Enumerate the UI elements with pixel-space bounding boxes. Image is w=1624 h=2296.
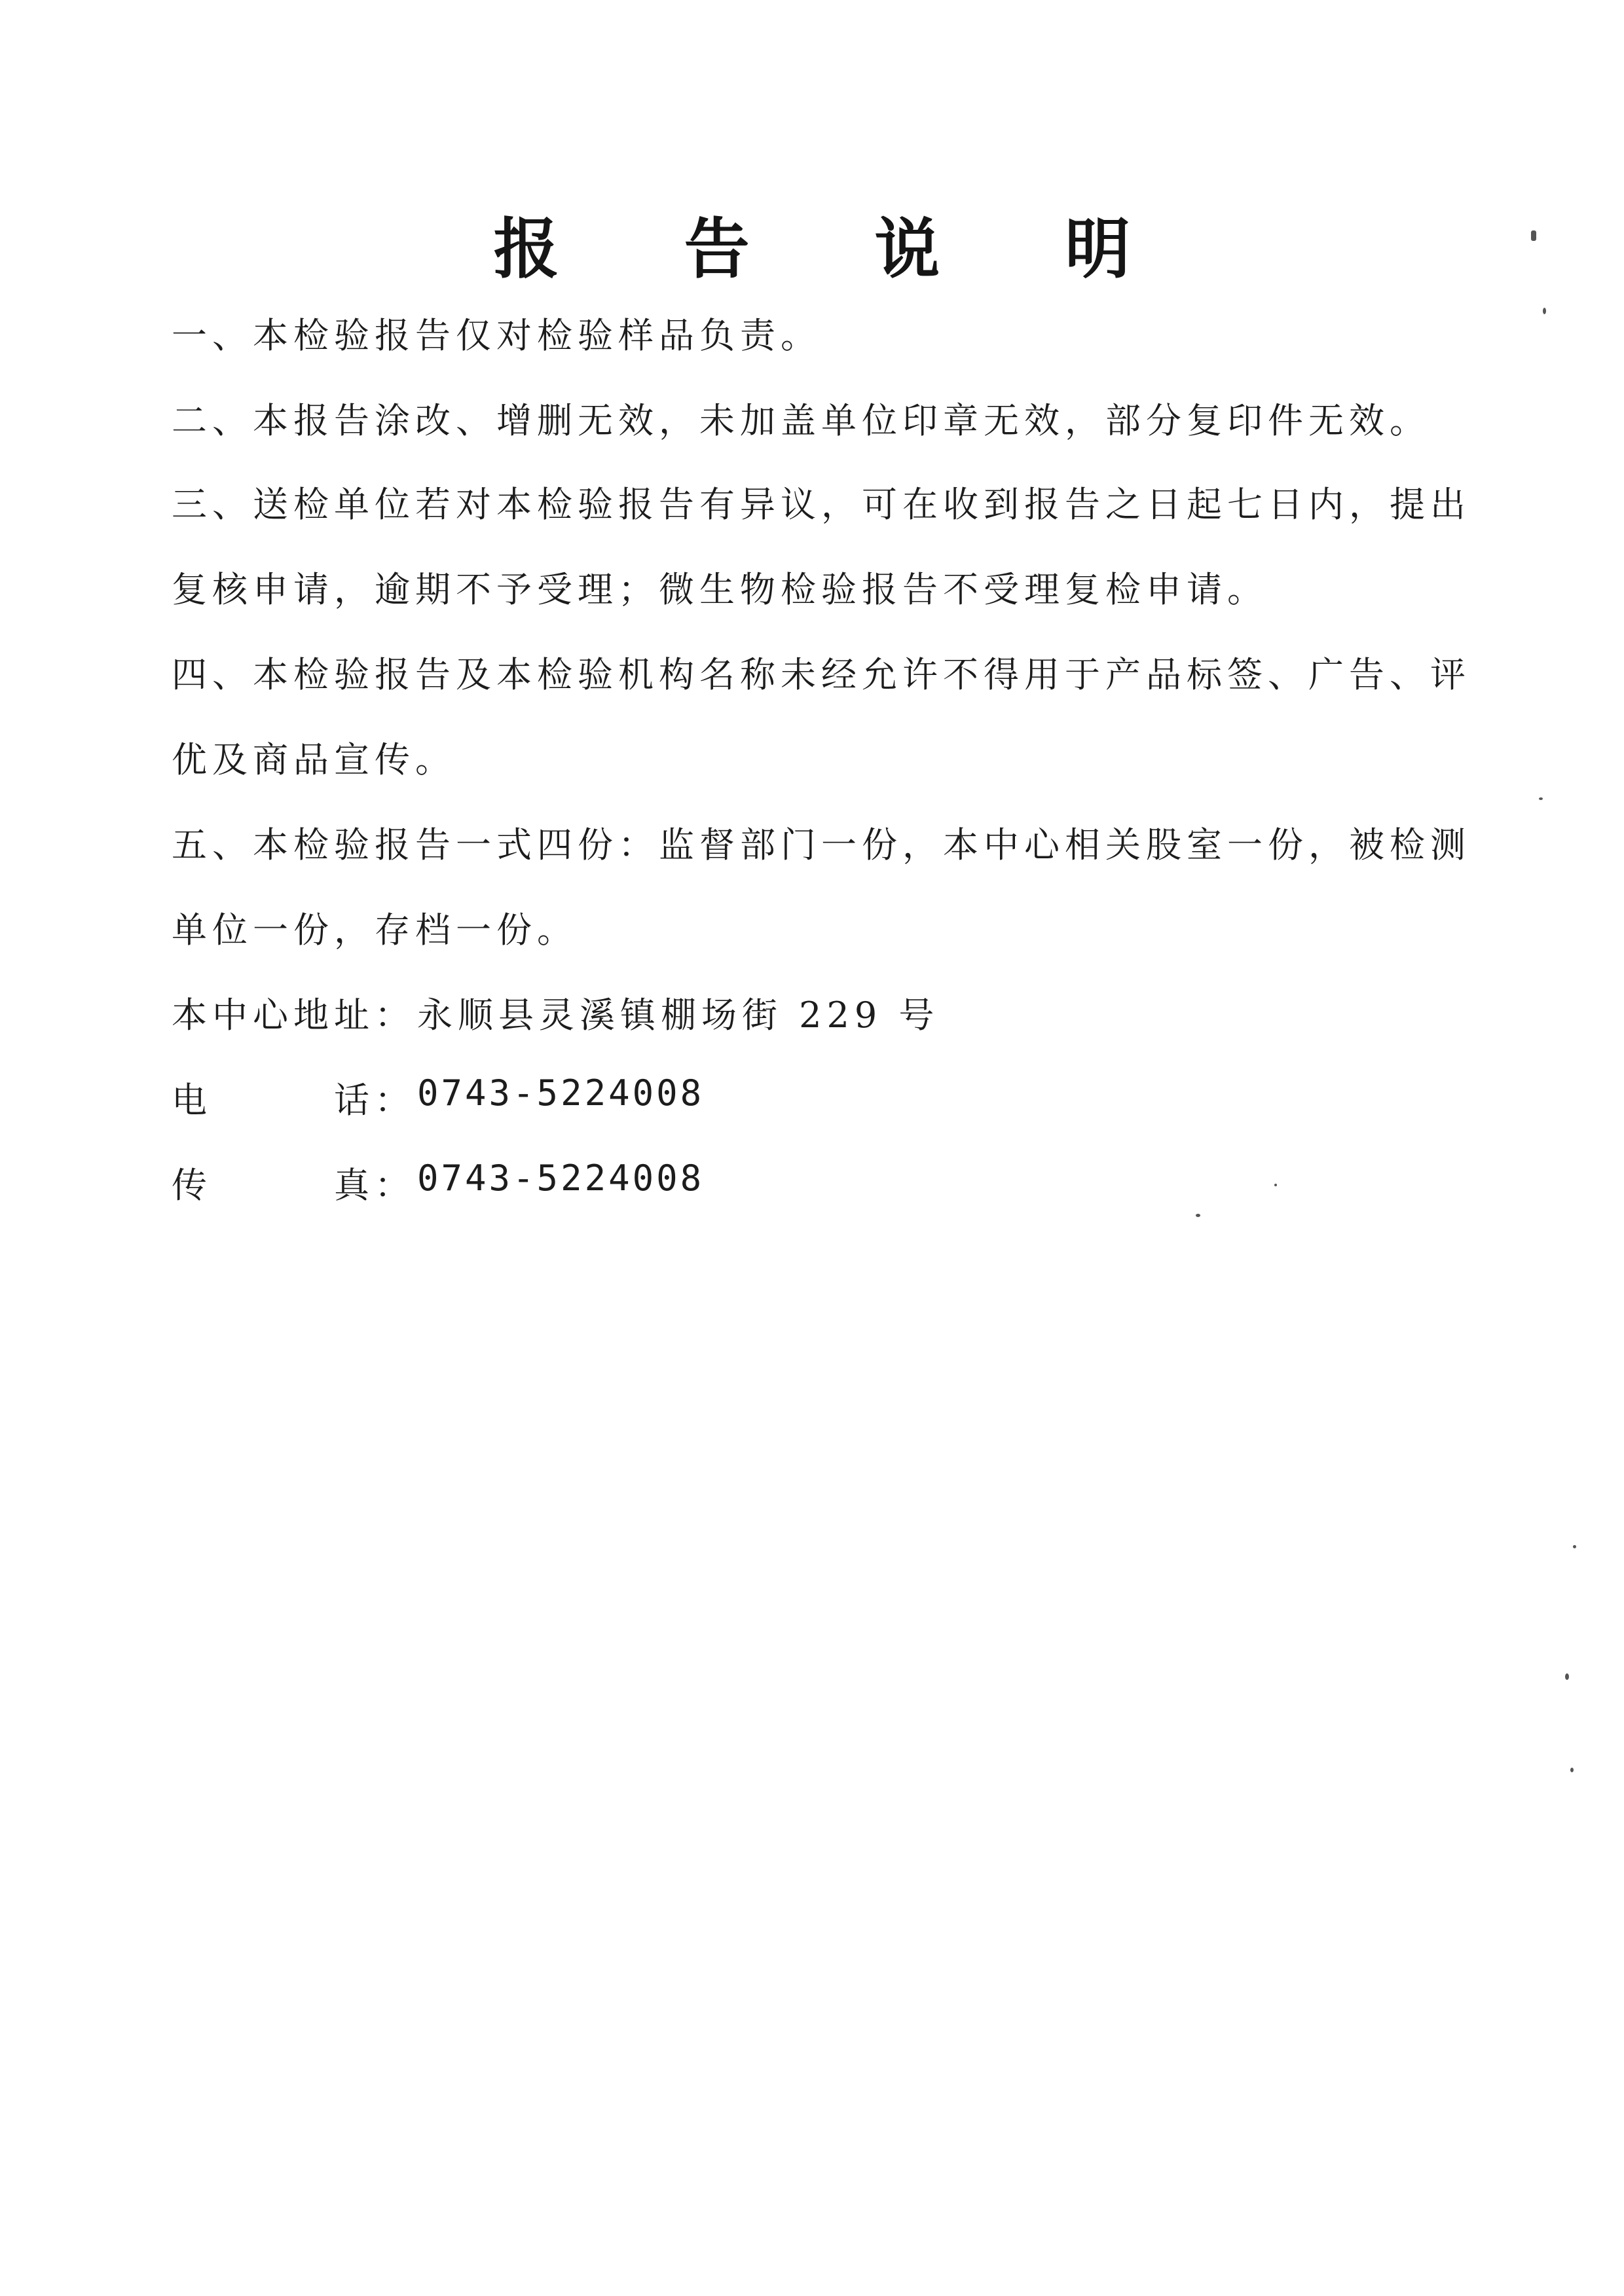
scan-speck <box>1539 797 1543 800</box>
fax-value: 0743-5224008 <box>417 1157 705 1199</box>
page-title: 报 告 说 明 <box>493 211 1182 287</box>
scan-speck <box>1274 1184 1277 1186</box>
fax-label-char-2: 真： <box>334 1165 415 1206</box>
scan-speck <box>1573 1545 1576 1548</box>
scan-speck <box>1531 230 1536 241</box>
address-row <box>172 987 1088 1036</box>
phone-label-char-2: 话： <box>334 1080 415 1121</box>
phone-value: 0743-5224008 <box>417 1072 705 1114</box>
note-line: 单位一份，存档一份。 <box>172 909 578 951</box>
address-value: 永顺县灵溪镇棚场街 229 号 <box>417 994 940 1036</box>
note-line: 四、本检验报告及本检验机构名称未经允许不得用于产品标签、广告、评 <box>172 654 1471 695</box>
phone-label-char-1: 电 <box>172 1080 212 1121</box>
note-line: 二、本报告涂改、增删无效，未加盖单位印章无效，部分复印件无效。 <box>172 400 1430 441</box>
fax-row <box>172 1157 1088 1206</box>
scan-speck <box>1570 1768 1574 1772</box>
note-line: 复核申请，逾期不予受理；微生物检验报告不受理复检申请。 <box>172 569 1268 610</box>
fax-label-char-1: 传 <box>172 1165 212 1206</box>
note-line: 优及商品宣传。 <box>172 739 456 780</box>
scan-speck <box>1565 1673 1569 1680</box>
scan-speck <box>1543 308 1546 314</box>
note-line: 五、本检验报告一式四份：监督部门一份，本中心相关股室一份，被检测 <box>172 824 1471 866</box>
scan-speck <box>1196 1214 1200 1217</box>
note-line: 一、本检验报告仅对检验样品负责。 <box>172 315 821 356</box>
phone-row <box>172 1072 1088 1121</box>
address-label: 本中心地址： <box>172 994 415 1036</box>
note-line: 三、送检单位若对本检验报告有异议，可在收到报告之日起七日内，提出 <box>172 484 1471 525</box>
